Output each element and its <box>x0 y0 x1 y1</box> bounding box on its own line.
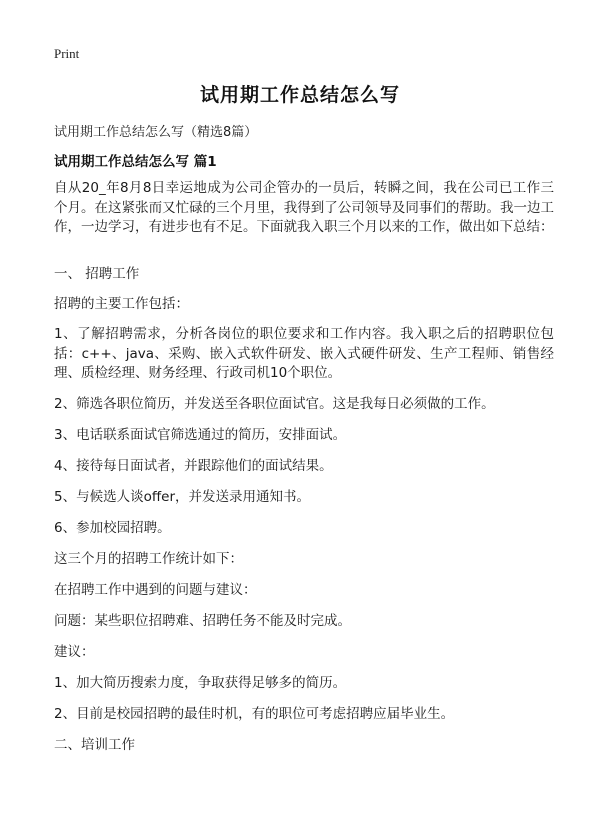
list-item-2: 2、筛选各职位简历，并发送至各职位面试官。这是我每日必须做的工作。 <box>54 396 495 412</box>
stats-line: 这三个月的招聘工作统计如下： <box>54 551 243 567</box>
intro-paragraph: 自从20_年8月8日幸运地成为公司企管办的一员后，转瞬之间，我在公司已工作三个月。在这紧张而又忙碌的三个月里，我得到了公司领导及同事们的帮助。我一边工作，一边学习，有进步也有不足。下面就我入职三个月以来的工作，做出如下总结： <box>54 180 554 235</box>
print-link[interactable]: Print <box>54 46 80 61</box>
article-subtitle: 试用期工作总结怎么写（精选8篇） <box>54 125 258 140</box>
suggestion-label: 建议： <box>54 644 95 660</box>
list-item-4: 4、接待每日面试者，并跟踪他们的面试结果。 <box>54 458 333 474</box>
list-item-1: 1、了解招聘需求，分析各岗位的职位要求和工作内容。我入职之后的招聘职位包括：c++、java、采购、嵌入式软件研发、嵌入式硬件研发、生产工程师、销售经理、质检经理、财务经理、行政司机10个职位。 <box>54 326 554 381</box>
section-heading: 试用期工作总结怎么写 篇1 <box>54 154 217 170</box>
list-item-3: 3、电话联系面试官筛选通过的简历，安排面试。 <box>54 427 347 443</box>
part2-heading: 二、培训工作 <box>54 737 135 753</box>
problem-line: 问题：某些职位招聘难、招聘任务不能及时完成。 <box>54 613 351 629</box>
list-item-6: 6、参加校园招聘。 <box>54 520 171 536</box>
suggestion-item-2: 2、目前是校园招聘的最佳时机，有的职位可考虑招聘应届毕业生。 <box>54 706 455 722</box>
issues-heading: 在招聘工作中遇到的问题与建议： <box>54 582 257 598</box>
list-item-5: 5、与候选人谈offer，并发送录用通知书。 <box>54 489 311 505</box>
suggestion-item-1: 1、加大简历搜索力度，争取获得足够多的简历。 <box>54 675 347 691</box>
part1-heading: 一、 招聘工作 <box>54 266 140 282</box>
page-title: 试用期工作总结怎么写 <box>199 84 400 106</box>
part1-lead: 招聘的主要工作包括： <box>54 296 189 312</box>
